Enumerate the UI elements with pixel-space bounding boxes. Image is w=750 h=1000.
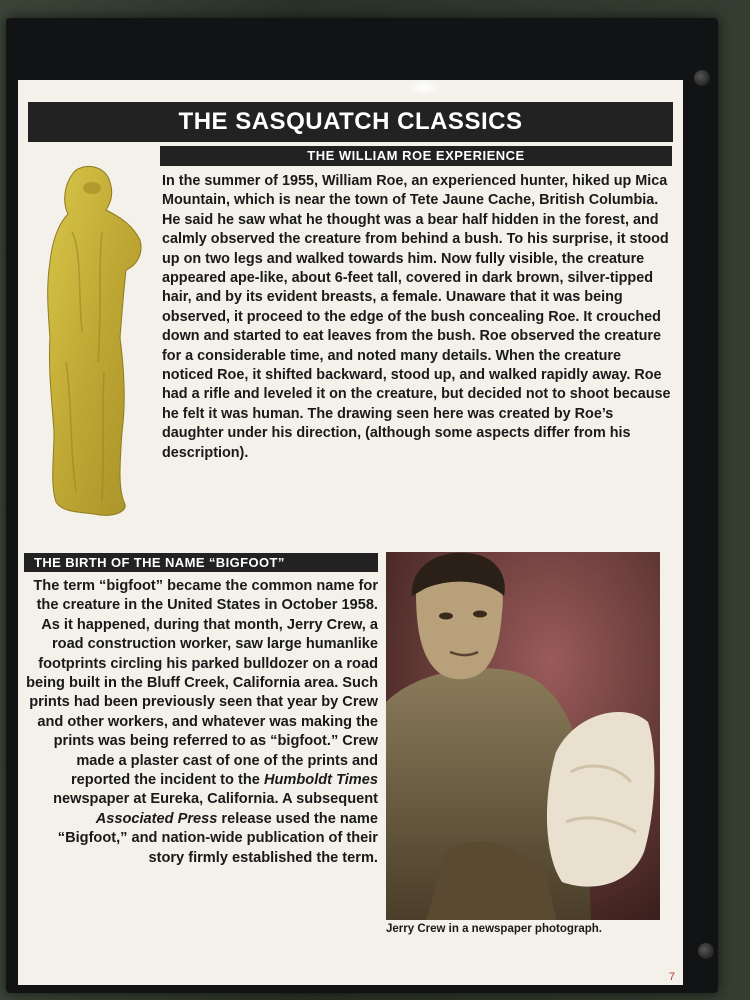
light-reflection [406, 80, 442, 96]
poster-title: THE SASQUATCH CLASSICS [28, 102, 673, 142]
sasquatch-poster [18, 80, 683, 985]
section-heading-roe: THE WILLIAM ROE EXPERIENCE [160, 146, 672, 166]
bigfoot-story-text [26, 577, 378, 868]
roe-story-text: In the summer of 1955, William Roe, an experienced hunter, hiked up Mica Mountain, which is near the town of Tete Jaune Cache, British Columbia. He said he saw what he thought was a bear half hidden in the forest, and calmly observed the creature from behind a bush. To his surprise, it stood up on two legs and walked towards him. Now fully visible, the creature appeared ape-like, about 6-feet tall, covered in dark brown, silver-tipped hair, and by its evident breasts, a female. Unaware that it was being observed, it proceed to the edge of the bush concealing Roe. It crouched down and started to eat leaves from the bush. Roe observed the creature for a considerable time, and noted many details. When the creature noticed Roe, it shifted backward, stood up, and walked rapidly away. Roe had a rifle and leveled it on the creature, but decided not to shoot because he felt it was human. The drawing seen here was created by Roe’s daughter under his direction, (although some aspects differ from his description). [162, 173, 671, 461]
picture-frame [6, 18, 718, 993]
press-name: Associated Press [95, 810, 218, 827]
bigfoot-text-part: The term “bigfoot” became the common name for the creature in the United States in October 1958. As it happened, during that month, Jerry Crew, a road construction worker, saw large humanlike footprints circling his parked bulldozer on a road being built in the Bluff Creek, California area. Such prints had been previously seen that year by Crew and other workers, and whatever was making the prints was being referred to as “bigfoot.” Crew made a plaster cast of one of the prints and reported the incident to the [26, 578, 378, 789]
bigfoot-text-part: newspaper at Eureka, California. A subsequent [53, 791, 378, 808]
bigfoot-text-part: release used the name “Bigfoot,” and nation-wide publication of their story firmly established the term. [57, 810, 378, 866]
newspaper-name: Humboldt Times [263, 772, 378, 789]
jerry-crew-photo [386, 552, 660, 920]
sasquatch-drawing [32, 162, 150, 524]
screw-icon [694, 70, 710, 86]
screw-icon [698, 943, 714, 959]
photo-caption: Jerry Crew in a newspaper photograph. [386, 923, 602, 935]
page-mark: 7 [668, 971, 675, 983]
section-heading-bigfoot: THE BIRTH OF THE NAME “BIGFOOT” [24, 553, 378, 572]
